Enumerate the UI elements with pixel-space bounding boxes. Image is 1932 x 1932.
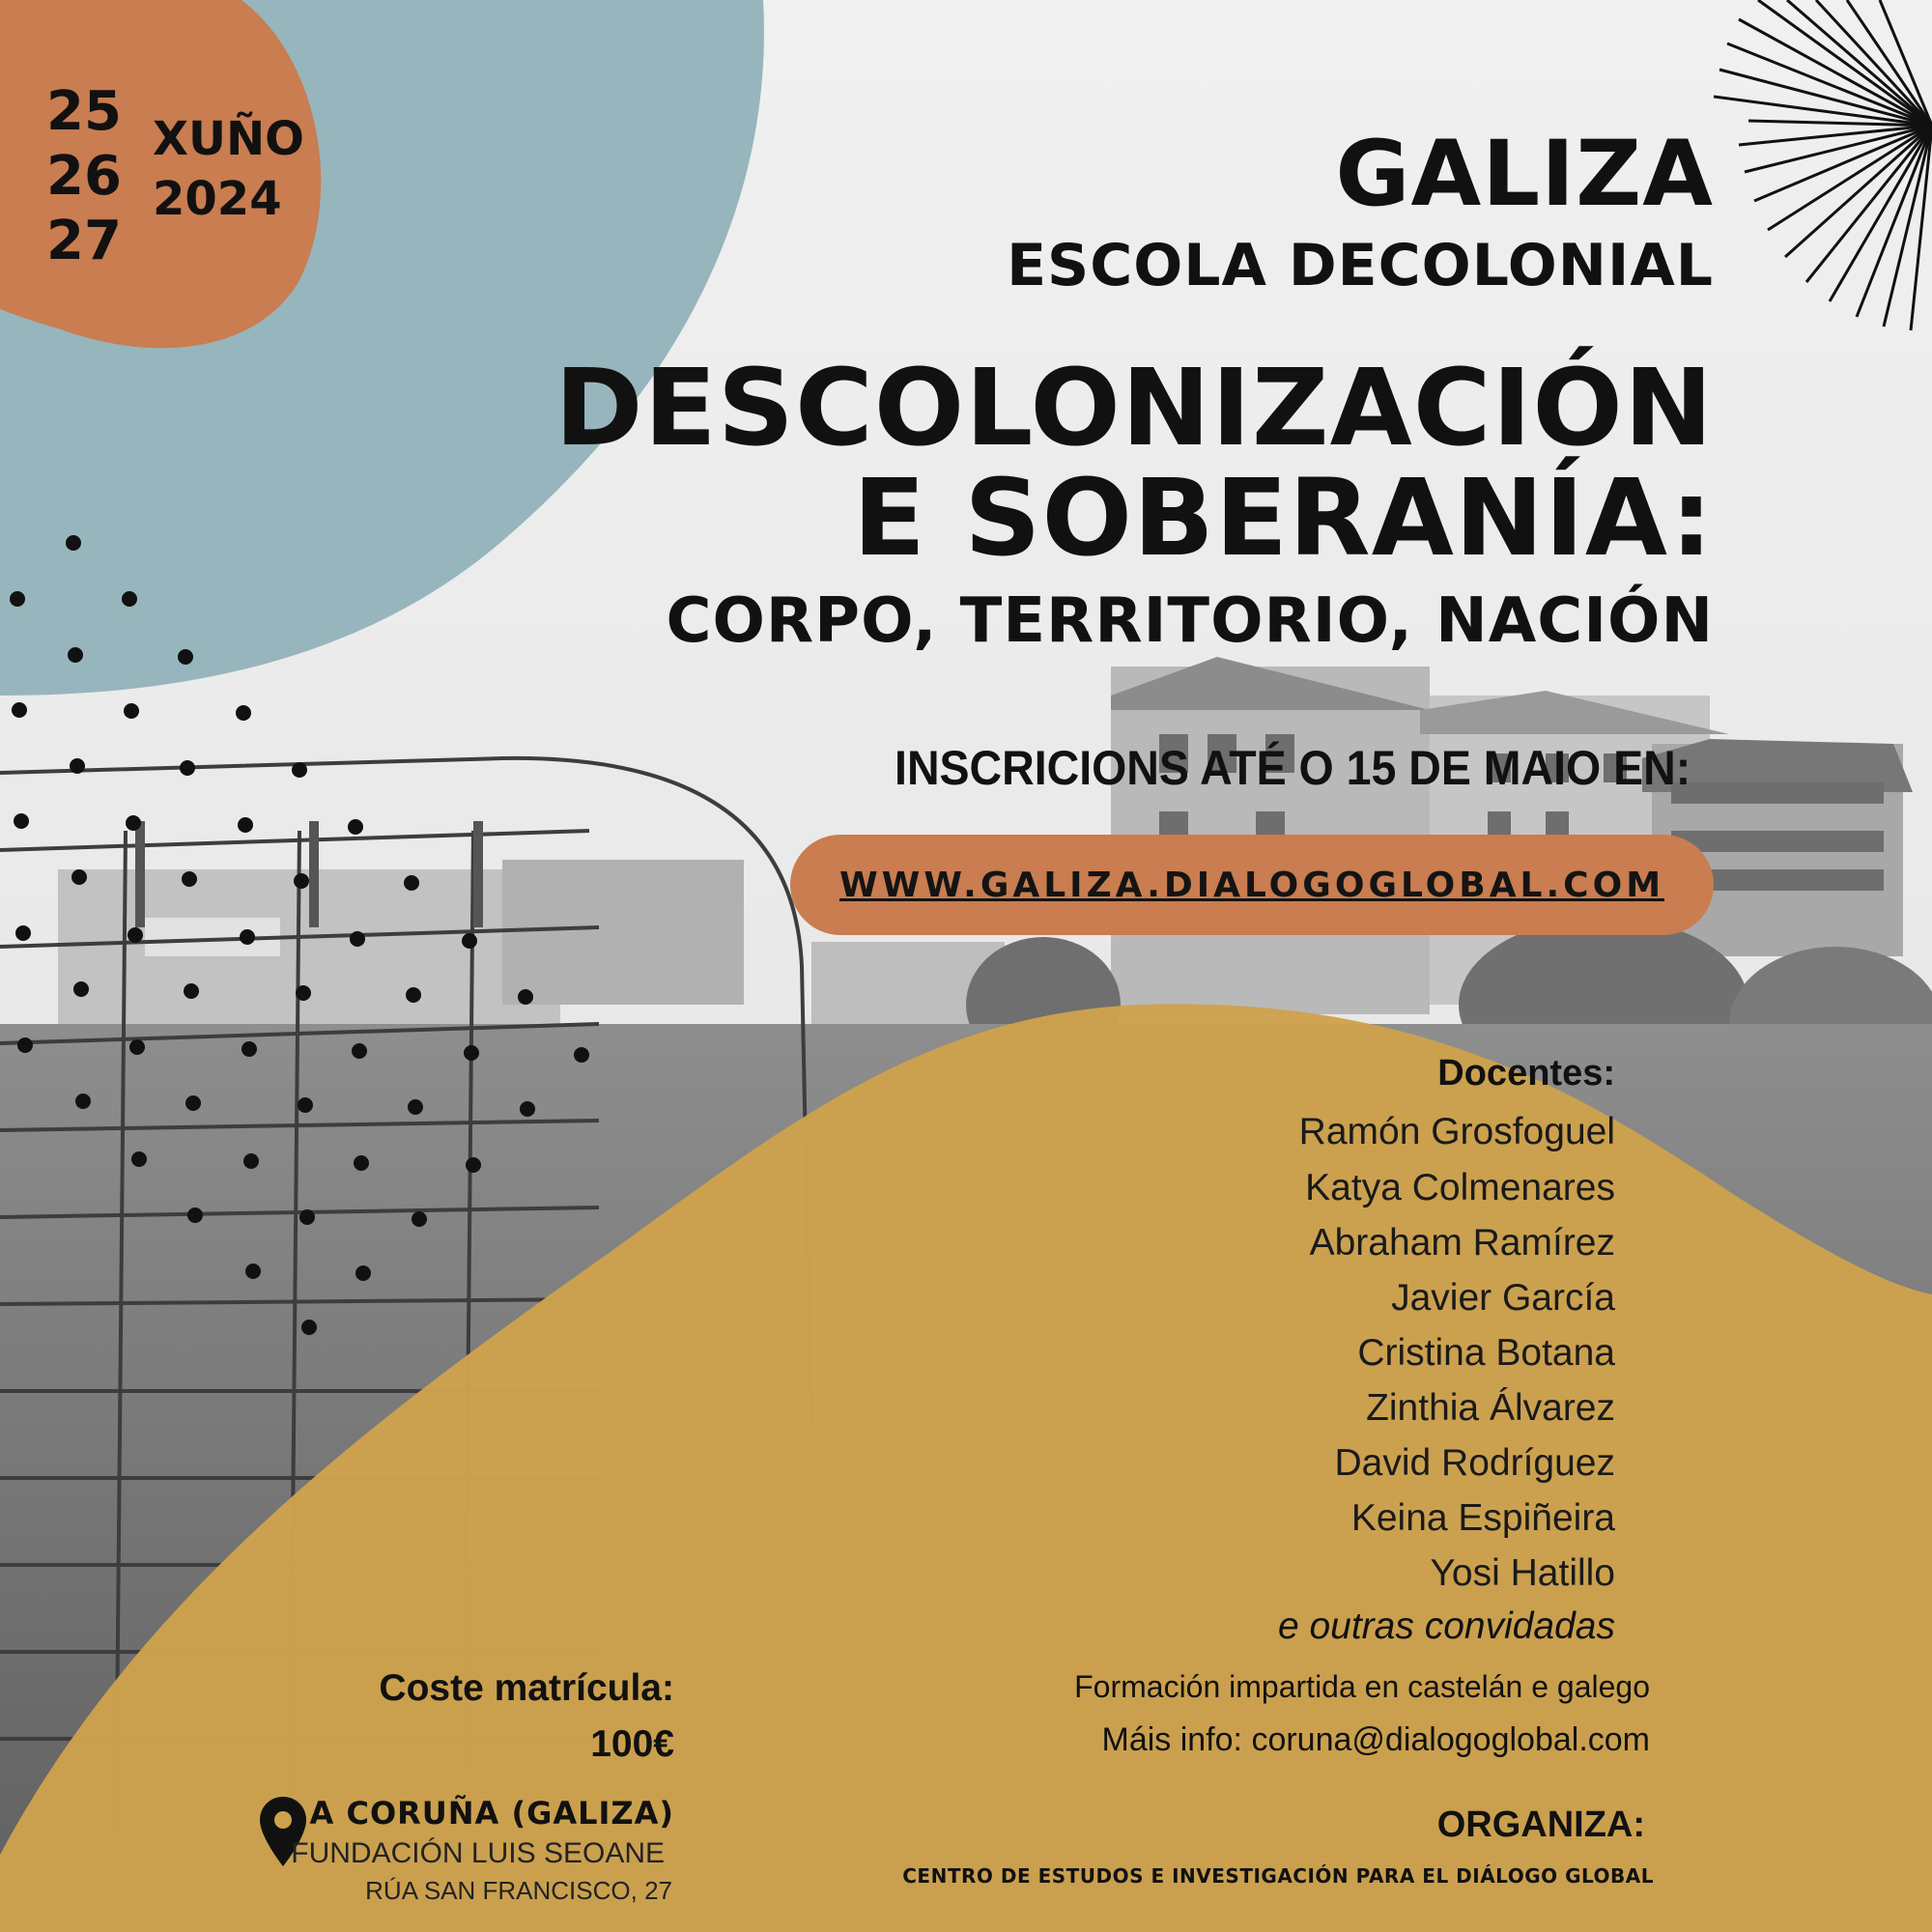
teacher-name: Keina Espiñeira [1350,1497,1615,1539]
subtitle: CORPO, TERRITORIO, NACIÓN [666,585,1714,657]
location-venue: FUNDACIÓN LUIS SEOANE [291,1837,665,1869]
teacher-name: Yosi Hatillo [1430,1552,1615,1594]
teacher-name: Javier García [1391,1277,1615,1319]
organizer-label: ORGANIZA: [1436,1804,1645,1845]
registration-text: INSCRICIONS ATÉ O 15 DE MAIO EN: [894,741,1690,795]
teacher-name: Katya Colmenares [1305,1167,1615,1208]
teacher-name: David Rodríguez [1334,1442,1615,1484]
location-city: A CORUÑA (GALIZA) [309,1795,674,1832]
cost-label: Coste matrícula: [379,1667,674,1709]
title-school: ESCOLA DECOLONIAL [1007,232,1714,299]
teacher-name: Abraham Ramírez [1309,1222,1615,1264]
location-street: RÚA SAN FRANCISCO, 27 [365,1876,672,1905]
cost-value: 100€ [590,1723,674,1765]
teachers-label: Docentes: [1437,1053,1615,1094]
teacher-name: Cristina Botana [1357,1332,1615,1374]
date-year: 2024 [153,172,282,226]
main-title-line-1: DESCOLONIZACIÓN [554,346,1714,469]
language-info: Formación impartida en castelán e galego [1074,1669,1650,1704]
contact-info: Máis info: coruna@dialogoglobal.com [1101,1721,1650,1758]
date-day-2: 26 [46,145,122,208]
teacher-name: Zinthia Álvarez [1366,1387,1615,1429]
teachers-others: e outras convidadas [1277,1605,1615,1647]
date-day-3: 27 [46,210,122,272]
main-title-line-2: E SOBERANÍA: [852,456,1714,580]
organizer-name: CENTRO DE ESTUDOS E INVESTIGACIÓN PARA EL DIÁLOGO GLOBAL [902,1864,1654,1888]
teacher-name: Ramón Grosfoguel [1298,1111,1615,1152]
title-region: GALIZA [1335,122,1714,227]
registration-url-link[interactable]: WWW.GALIZA.DIALOGOGLOBAL.COM [838,865,1665,905]
date-day-1: 25 [46,80,122,143]
registration-url-pill[interactable] [790,835,1714,935]
date-month: XUÑO [153,112,304,166]
